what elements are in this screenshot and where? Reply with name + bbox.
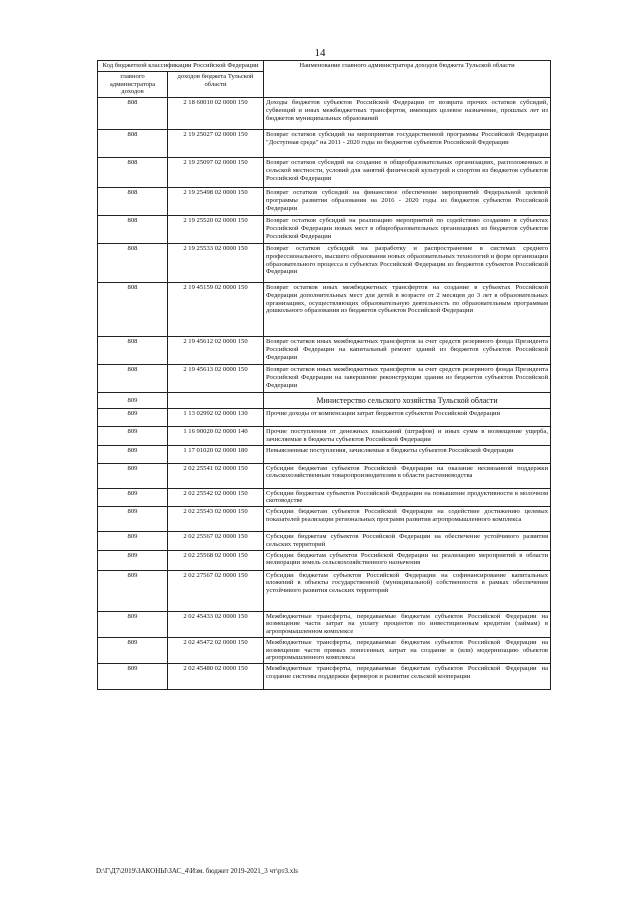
revenue-name-cell: Возврат остатков субсидий на реализацию мероприятий по содействию созданию в субъектах Российской Федерации новых мест в общеобразовательных организациях из бюджетов субъектов Российской Федерации [264, 216, 551, 244]
revenue-name-cell: Прочие поступления от денежных взысканий (штрафов) и иных сумм в возмещение ущерба, зачисляемые в бюджеты субъектов Российской Федерации [264, 427, 551, 446]
revenue-code-cell: 2 02 45472 02 0000 150 [168, 637, 264, 663]
admin-code-cell: 809 [98, 550, 168, 570]
table-body [98, 98, 551, 690]
table-row [98, 488, 551, 507]
revenue-code-cell: 2 19 25097 02 0000 150 [168, 158, 264, 188]
revenue-code-cell [168, 393, 264, 409]
admin-code-cell: 808 [98, 130, 168, 158]
revenue-name-cell: Субсидии бюджетам субъектов Российской Федерации на реализацию мероприятий в области мелиорации земель сельскохозяйственного назначения [264, 550, 551, 570]
revenue-code-cell: 2 02 25543 02 0000 150 [168, 507, 264, 532]
admin-code-cell: 809 [98, 611, 168, 637]
admin-code-cell: 808 [98, 188, 168, 216]
admin-code-cell: 809 [98, 488, 168, 507]
table-row [98, 409, 551, 427]
table-row [98, 463, 551, 488]
revenue-name-cell: Субсидии бюджетам субъектов Российской Федерации на повышение продуктивности в молочном скотоводстве [264, 488, 551, 507]
revenue-code-cell: 2 02 27567 02 0000 150 [168, 570, 264, 611]
header-name: Наименование главного администратора доходов бюджета Тульской области [264, 61, 551, 98]
admin-code-cell: 809 [98, 507, 168, 532]
revenue-code-cell: 1 17 01020 02 0000 180 [168, 445, 264, 463]
revenue-code-cell: 1 16 90020 02 0000 140 [168, 427, 264, 446]
table-row [98, 570, 551, 611]
revenue-code-cell: 2 19 25027 02 0000 150 [168, 130, 264, 158]
admin-code-cell: 809 [98, 570, 168, 611]
page-number: 14 [314, 47, 326, 59]
table-row [98, 98, 551, 130]
revenue-name-cell: Невыясненные поступления, зачисляемые в бюджеты субъектов Российской Федерации [264, 445, 551, 463]
header-code-group: Код бюджетной классификации Российской Федерации [98, 61, 264, 72]
admin-code-cell: 808 [98, 158, 168, 188]
section-header-row [98, 393, 551, 409]
admin-code-cell: 809 [98, 664, 168, 690]
revenue-name-cell: Межбюджетные трансферты, передаваемые бюджетам субъектов Российской Федерации на возмещение части прямых понесенных затрат на создание и (или) модернизацию объектов агропромышленного комплекса [264, 637, 551, 663]
revenue-name-cell: Субсидии бюджетам субъектов Российской Федерации на обеспечение устойчивого развития сельских территорий [264, 532, 551, 551]
revenue-code-cell: 1 13 02992 02 0000 130 [168, 409, 264, 427]
revenue-name-cell: Возврат остатков иных межбюджетных трансфертов за счет средств резервного фонда Президента Российской Федерации на капитальный ремонт зданий из бюджетов субъектов Российской Федерации [264, 337, 551, 365]
revenue-name-cell: Министерство сельского хозяйства Тульской области [264, 393, 551, 409]
revenue-name-cell: Субсидии бюджетам субъектов Российской Федерации на софинансирование капитальных вложений в объекты государственной (муниципальной) собственности в рамках обеспечения устойчивого развития сельских территорий [264, 570, 551, 611]
admin-code-cell: 809 [98, 409, 168, 427]
revenue-code-cell: 2 19 45159 02 0000 150 [168, 283, 264, 337]
file-path-footer: D:\Г\Д7\2019\ЗАКОНЫ\ЗАС_4\Изм. бюджет 2019-2021_3 чт\рт3.xls [96, 867, 298, 875]
revenue-code-cell: 2 02 25542 02 0000 150 [168, 488, 264, 507]
table-row [98, 507, 551, 532]
admin-code-cell: 809 [98, 427, 168, 446]
budget-classification-table [97, 60, 551, 690]
revenue-code-cell: 2 02 25541 02 0000 150 [168, 463, 264, 488]
revenue-name-cell: Межбюджетные трансферты, передаваемые бюджетам субъектов Российской Федерации на создание системы поддержки фермеров и развитие сельской кооперации [264, 664, 551, 690]
table-row [98, 550, 551, 570]
admin-code-cell: 809 [98, 445, 168, 463]
revenue-name-cell: Возврат остатков субсидий на создание в общеобразовательных организациях, расположенных в сельской местности, условий для занятий физической культурой и спортом из бюджетов субъектов Российской Федерации [264, 158, 551, 188]
table-row [98, 216, 551, 244]
table-row [98, 283, 551, 337]
table-row [98, 158, 551, 188]
table-row [98, 365, 551, 393]
table-row [98, 637, 551, 663]
revenue-name-cell: Прочие доходы от компенсации затрат бюджетов субъектов Российской Федерации [264, 409, 551, 427]
revenue-name-cell: Доходы бюджетов субъектов Российской Федерации от возврата прочих остатков субсидий, субвенций и иных межбюджетных трансфертов, имеющих целевое назначение, прошлых лет из бюджетов муниципальных образований [264, 98, 551, 130]
admin-code-cell: 809 [98, 393, 168, 409]
table-row [98, 427, 551, 446]
revenue-code-cell: 2 19 25520 02 0000 150 [168, 216, 264, 244]
revenue-code-cell: 2 18 60010 02 0000 150 [168, 98, 264, 130]
admin-code-cell: 808 [98, 216, 168, 244]
revenue-name-cell: Возврат остатков иных межбюджетных трансфертов за счет средств резервного фонда Президента Российской Федерации на завершение реконструкции здания из бюджетов субъектов Российской Федерации [264, 365, 551, 393]
table-row [98, 337, 551, 365]
admin-code-cell: 808 [98, 244, 168, 283]
admin-code-cell: 809 [98, 532, 168, 551]
revenue-code-cell: 2 02 25567 02 0000 150 [168, 532, 264, 551]
revenue-name-cell: Субсидии бюджетам субъектов Российской Федерации на содействие достижению целевых показателей реализации региональных программ развития агропромышленного комплекса [264, 507, 551, 532]
table-row [98, 532, 551, 551]
revenue-code-cell: 2 02 45480 02 0000 150 [168, 664, 264, 690]
admin-code-cell: 809 [98, 463, 168, 488]
revenue-code-cell: 2 19 25498 02 0000 150 [168, 188, 264, 216]
header-admin: главного администратора доходов [98, 71, 168, 97]
revenue-name-cell: Межбюджетные трансферты, передаваемые бюджетам субъектов Российской Федерации на возмещение части затрат на уплату процентов по инвестиционным кредитам (займам) в агропромышленном комплексе [264, 611, 551, 637]
revenue-name-cell: Возврат остатков субсидий на мероприятия государственной программы Российской Федерации "Доступная среда" на 2011 - 2020 годы из бюджетов субъектов Российской Федерации [264, 130, 551, 158]
table-row [98, 611, 551, 637]
revenue-code-cell: 2 02 25568 02 0000 150 [168, 550, 264, 570]
revenue-code-cell: 2 02 45433 02 0000 150 [168, 611, 264, 637]
admin-code-cell: 808 [98, 98, 168, 130]
table-row [98, 188, 551, 216]
revenue-name-cell: Возврат остатков субсидий на финансовое обеспечение мероприятий Федеральной целевой программы развития образования на 2016 - 2020 годы из бюджетов субъектов Российской Федерации [264, 188, 551, 216]
revenue-name-cell: Возврат остатков иных межбюджетных трансфертов на создание в субъектах Российской Федерации дополнительных мест для детей в возрасте от 2 месяцев до 3 лет в образовательных организациях, осуществляющих образовательную деятельность по образовательным программам дошкольного образования из бюджетов субъектов Российской Федерации [264, 283, 551, 337]
table-row [98, 445, 551, 463]
admin-code-cell: 809 [98, 637, 168, 663]
revenue-code-cell: 2 19 45613 02 0000 150 [168, 365, 264, 393]
admin-code-cell: 808 [98, 365, 168, 393]
table-row [98, 130, 551, 158]
header-code: доходов бюджета Тульской области [168, 71, 264, 97]
revenue-code-cell: 2 19 45612 02 0000 150 [168, 337, 264, 365]
table-row [98, 664, 551, 690]
table-row [98, 244, 551, 283]
revenue-name-cell: Субсидии бюджетам субъектов Российской Федерации на оказание несвязанной поддержки сельскохозяйственным товаропроизводителям в области растениеводства [264, 463, 551, 488]
revenue-code-cell: 2 19 25533 02 0000 150 [168, 244, 264, 283]
revenue-name-cell: Возврат остатков субсидий на разработку и распространение в системах среднего профессионального, высшего образования новых образовательных технологий и форм организации образовательного процесса в субъектах Российской Федерации из бюджетов субъектов Российской Федерации [264, 244, 551, 283]
admin-code-cell: 808 [98, 337, 168, 365]
admin-code-cell: 808 [98, 283, 168, 337]
